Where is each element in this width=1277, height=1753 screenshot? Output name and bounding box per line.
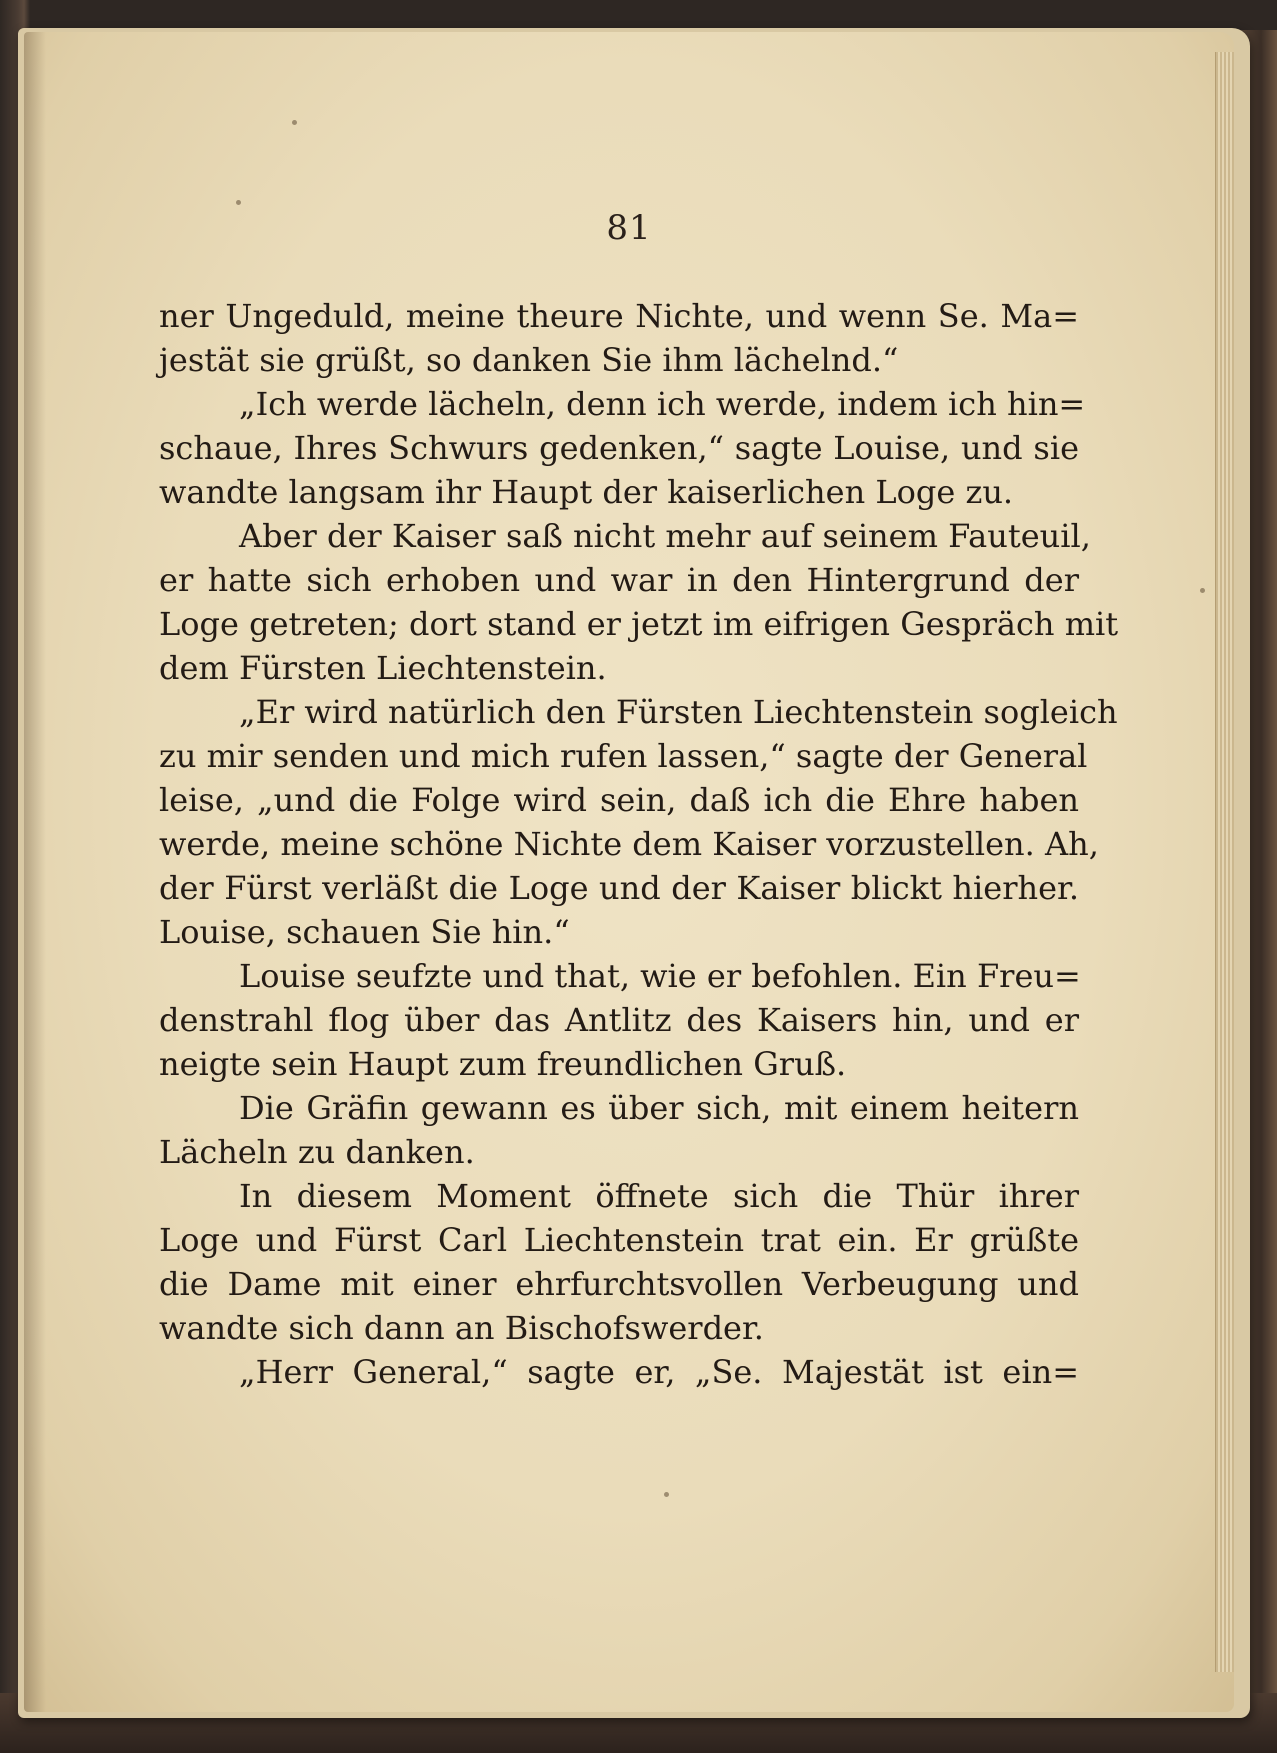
text-line: „Er wird natürlich den Fürsten Liechtenstein sogleich [239,693,1118,731]
text-line: wandte langsam ihr Haupt der kaiserlichen Loge zu. [159,473,1014,511]
paper-speck [664,1492,669,1497]
text-line: Loge getreten; dort stand er jetzt im eifrigen Gespräch mit [159,605,1119,643]
paper-speck [292,120,297,125]
text-line: wandte sich dann an Bischofswerder. [159,1309,764,1347]
text-line: er hatte sich erhoben und war in den Hintergrund der [159,561,1079,599]
gutter-shadow [24,32,46,1712]
paper-speck [1200,588,1205,593]
page-stack-edge [1215,52,1234,1672]
text-line: der Fürst verläßt die Loge und der Kaiser blickt hierher. [159,869,1079,907]
text-line: „Ich werde lächeln, denn ich werde, indem ich hin= [239,385,1086,423]
text-line: Die Gräfin gewann es über sich, mit einem heitern [239,1089,1079,1127]
text-line: zu mir senden und mich rufen lassen,“ sagte der General [159,737,1088,775]
text-line: die Dame mit einer ehrfurchtsvollen Verbeugung und [159,1265,1079,1303]
body-text [159,294,1119,1394]
text-line: jestät sie grüßt, so danken Sie ihm lächelnd.“ [159,341,899,379]
book-page [24,32,1234,1712]
page-number: 81 [606,208,652,248]
text-line: „Herr General,“ sagte er, „Se. Majestät ist ein= [239,1353,1079,1391]
text-line: dem Fürsten Liechtenstein. [159,649,607,687]
paper-speck [236,200,241,205]
text-line: Lächeln zu danken. [159,1133,475,1171]
text-line: In diesem Moment öffnete sich die Thür ihrer [239,1177,1079,1215]
text-line: Louise, schauen Sie hin.“ [159,913,570,951]
text-line: Louise seufzte und that, wie er befohlen. Ein Freu= [239,957,1081,995]
text-line: Loge und Fürst Carl Liechtenstein trat ein. Er grüßte [159,1221,1079,1259]
text-line: denstrahl flog über das Antlitz des Kaisers hin, und er [159,1001,1079,1039]
text-line: leise, „und die Folge wird sein, daß ich die Ehre haben [159,781,1079,819]
text-line: schaue, Ihres Schwurs gedenken,“ sagte Louise, und sie [159,429,1079,467]
text-line: ner Ungeduld, meine theure Nichte, und wenn Se. Ma= [159,297,1079,335]
text-line: neigte sein Haupt zum freundlichen Gruß. [159,1045,847,1083]
text-line: werde, meine schöne Nichte dem Kaiser vorzustellen. Ah, [159,825,1099,863]
text-line: Aber der Kaiser saß nicht mehr auf seinem Fauteuil, [239,517,1091,555]
